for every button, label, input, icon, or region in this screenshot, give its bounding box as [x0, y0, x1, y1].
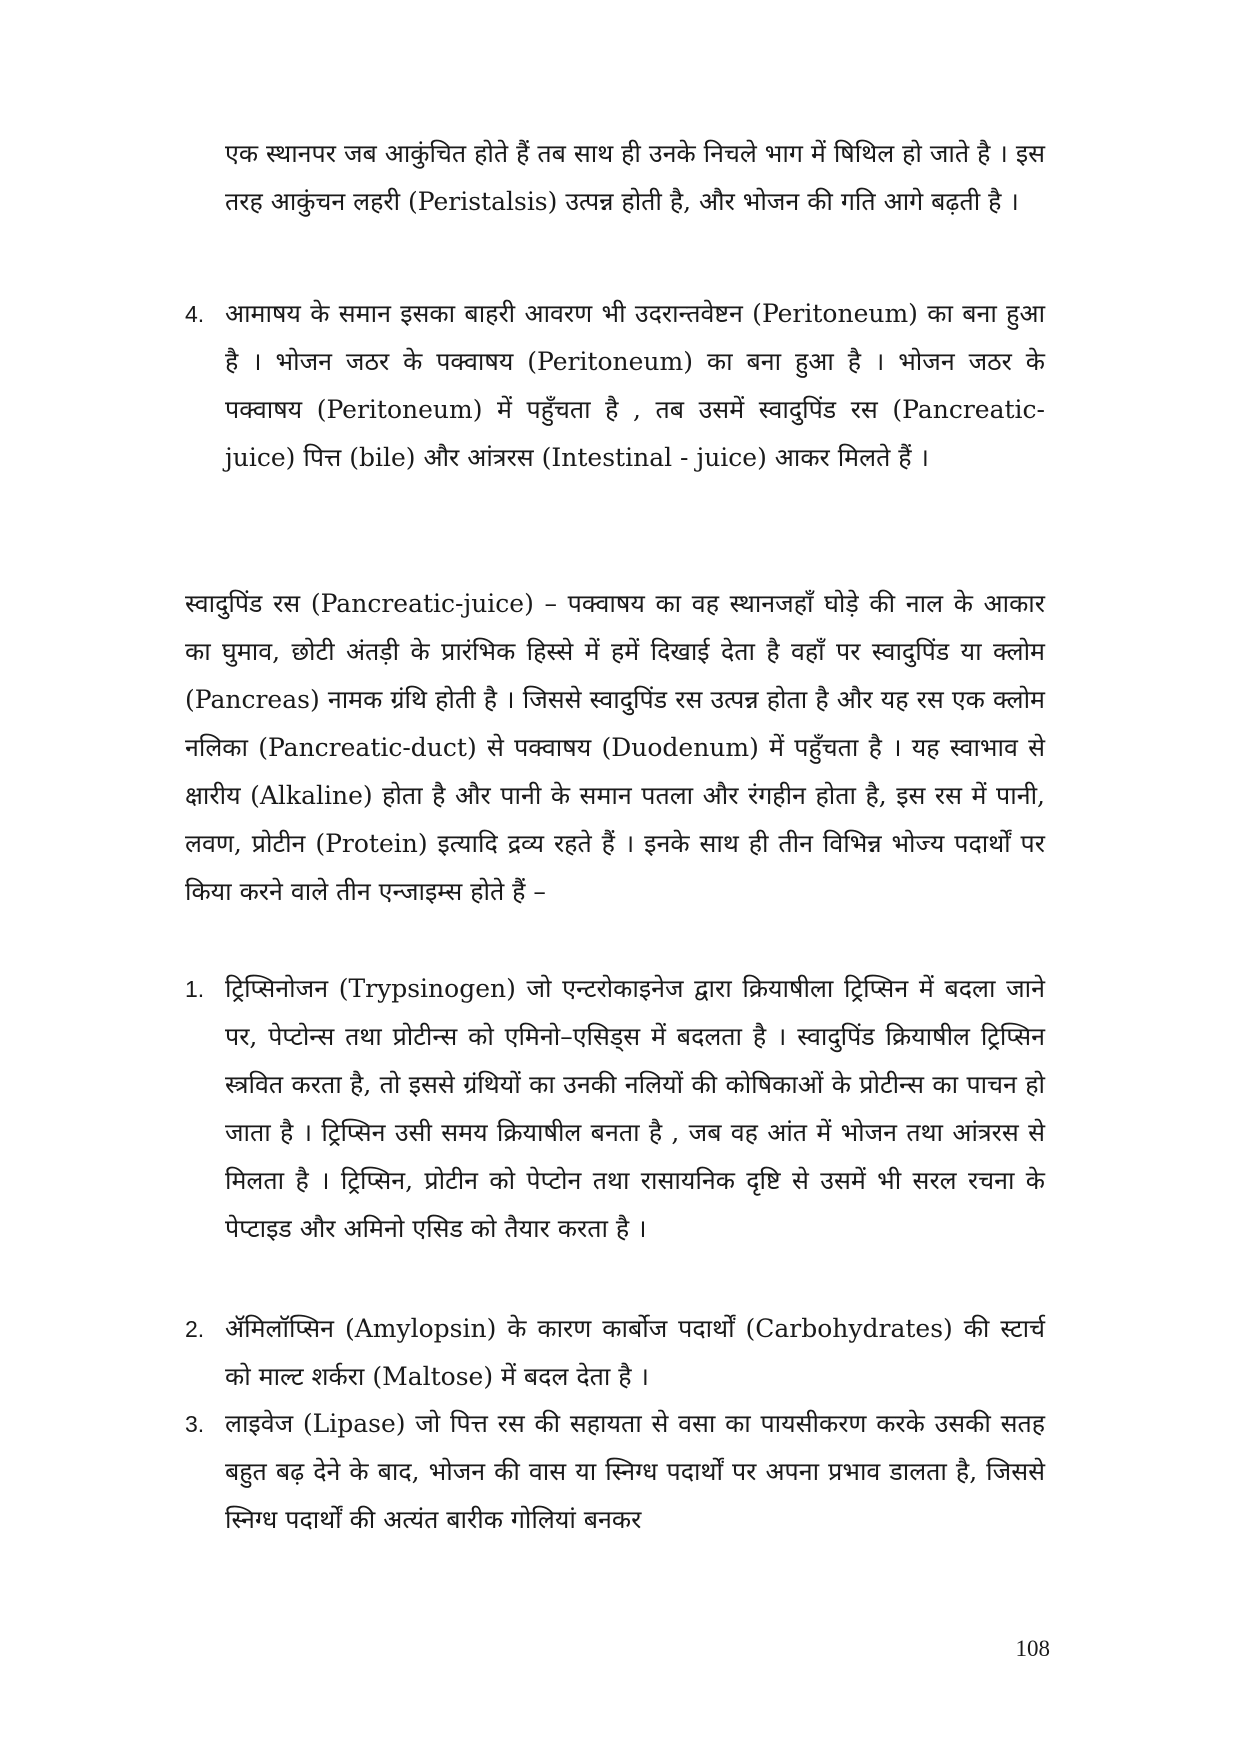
list-number: 4. — [185, 301, 205, 327]
continuation-paragraph: एक स्थानपर जब आकुंचित होते हैं तब साथ ही उनके निचले भाग में षिथिल हो जाते है । इस तरह आकुंचन लहरी (Peristalsis) उत्पन्न होती है, और भोजन की गति आगे बढ़ती है । — [225, 139, 1045, 216]
list-number: 1. — [185, 976, 205, 1002]
page-number: 108 — [1015, 1636, 1050, 1661]
list-item-text: ट्रिप्सिनोजन (Trypsinogen) जो एन्टरोकाइनेज द्वारा क्रियाषीला ट्रिप्सिन में बदला जाने पर, पेप्टोन्स तथा प्रोटीन्स को एमिनो–एसिड्स में बदलता है । स्वादुपिंड क्रियाषील ट्रिप्सिन स्त्रवित करता है, तो इससे ग्रंथियों का उनकी नलियों की कोषिकाओं के प्रोटीन्स का पाचन हो जाता है । ट्रिप्सिन उसी समय क्रियाषील बनता है , जब वह आंत में भोजन तथा आंत्ररस से मिलता है । ट्रिप्सिन, प्रोटीन को पेप्टोन तथा रासायनिक दृष्टि से उसमें भी सरल रचना के पेप्टाइड और अमिनो एसिड को तैयार करता है । — [225, 974, 1045, 1243]
list-item-text: लाइवेज (Lipase) जो पित्त रस की सहायता से वसा का पायसीकरण करके उसकी सतह बहुत बढ़ देने के बाद, भोजन की वास या स्निग्ध पदार्थों पर अपना प्रभाव डालता है, जिससे स्निग्ध पदार्थों की अत्यंत बारीक गोलियां बनकर — [225, 1409, 1045, 1534]
list-item-text: आमाषय के समान इसका बाहरी आवरण भी उदरान्तवेष्टन (Peritoneum) का बना हुआ है । भोजन जठर के पक्वाषय (Peritoneum) का बना हुआ है । भोजन जठर के पक्वाषय (Peritoneum) में पहुँचता है , तब उसमें स्वादुपिंड रस (Pancreatic-juice) पित्त (bile) और आंत्ररस (Intestinal - juice) आकर मिलते हैं । — [225, 299, 1045, 472]
list-item-text: ॲमिलॉप्सिन (Amylopsin) के कारण कार्बोज पदार्थों (Carbohydrates) की स्टार्च को माल्ट शर्करा (Maltose) में बदल देता है । — [225, 1314, 1045, 1391]
list-number: 3. — [185, 1411, 205, 1437]
pancreatic-juice-paragraph: स्वादुपिंड रस (Pancreatic-juice) – पक्वाषय का वह स्थानजहाँ घोड़े की नाल के आकार का घुमाव, छोटी अंतड़ी के प्रारंभिक हिस्से में हमें दिखाई देता है वहाँ पर स्वादुपिंड या क्लोम (Pancreas) नामक ग्रंथि होती है । जिससे स्वादुपिंड रस उत्पन्न होता है और यह रस एक क्लोम नलिका (Pancreatic-duct) से पक्वाषय (Duodenum) में पहुँचता है । यह स्वाभाव से क्षारीय (Alkaline) होता है और पानी के समान पतला और रंगहीन होता है, इस रस में पानी, लवण, प्रोटीन (Protein) इत्यादि द्रव्य रहते हैं । इनके साथ ही तीन विभिन्न भोज्य पदार्थों पर किया करने वाले तीन एन्जाइम्स होते हैं – — [185, 589, 1045, 906]
list-number: 2. — [185, 1316, 205, 1342]
